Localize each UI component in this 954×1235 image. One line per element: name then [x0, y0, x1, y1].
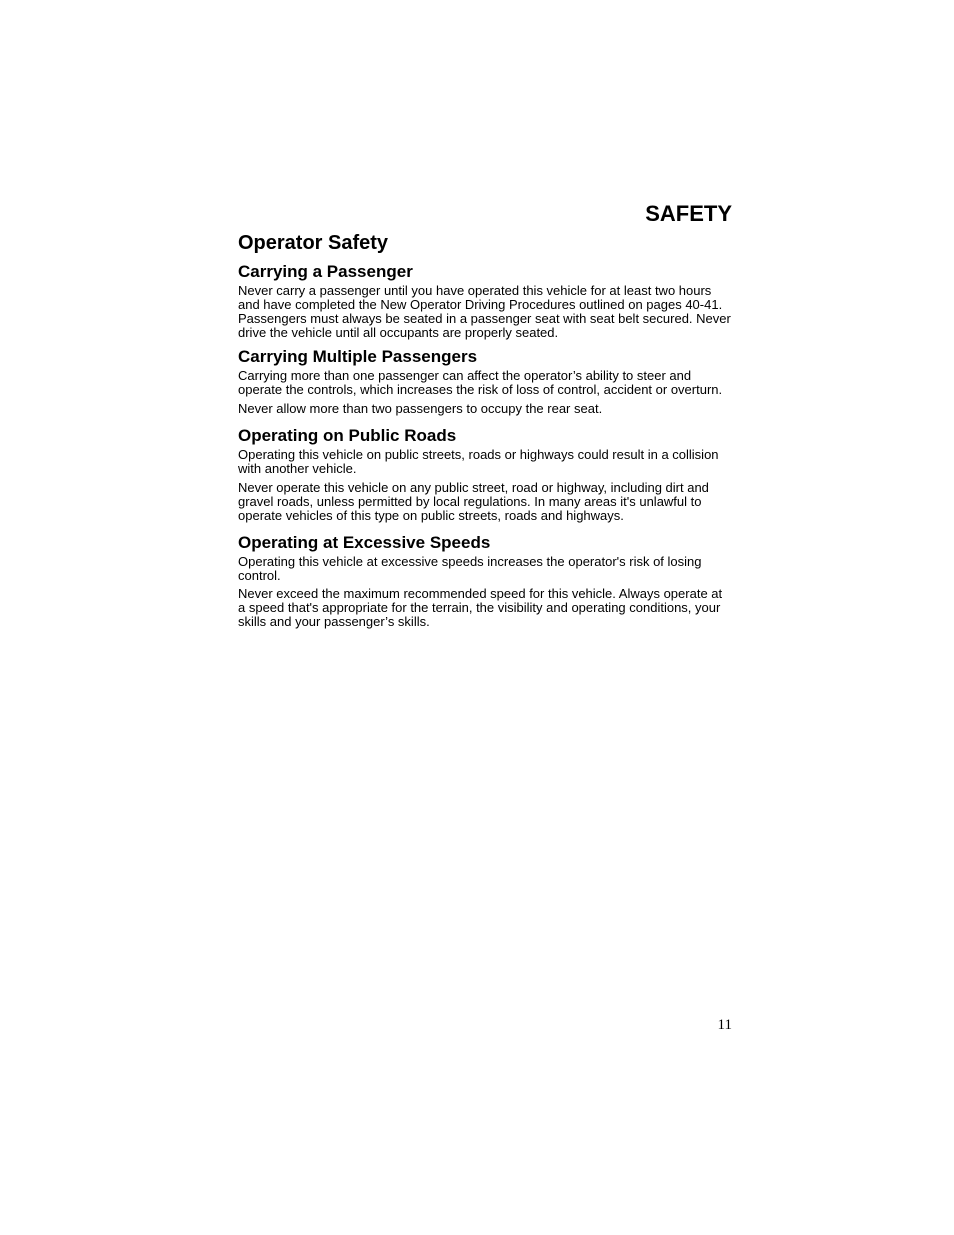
section-paragraph: Operating this vehicle on public streets, roads or highways could result in a collision with another vehicle.	[238, 447, 719, 476]
page-number: 11	[717, 1017, 732, 1033]
section-public-roads	[238, 425, 732, 523]
section-paragraph: Never exceed the maximum recommended speed for this vehicle. Always operate at a speed that's appropriate for the terrain, the visibility and operating conditions, your skills and your passenger’s skills.	[238, 586, 723, 629]
section-multiple-passengers	[238, 346, 732, 416]
page-content	[238, 200, 732, 629]
section-paragraph: Never operate this vehicle on any public street, road or highway, including dirt and gravel roads, unless permitted by local regulations. In many areas it's unlawful to operate vehicles of this type on public streets, roads and highways.	[238, 480, 709, 523]
page-heading: Operator Safety	[238, 232, 389, 254]
section-carrying-passenger	[238, 261, 732, 340]
section-heading: Carrying a Passenger	[238, 262, 413, 281]
section-heading: Operating on Public Roads	[238, 426, 457, 445]
section-paragraph: Operating this vehicle at excessive speeds increases the operator's risk of losing control.	[238, 554, 702, 583]
section-excessive-speeds	[238, 532, 732, 629]
section-paragraph: Carrying more than one passenger can affect the operator’s ability to steer and operate the controls, which increases the risk of loss of control, accident or overturn.	[238, 368, 723, 397]
section-paragraph: Never allow more than two passengers to occupy the rear seat.	[238, 401, 603, 416]
section-paragraph: Never carry a passenger until you have operated this vehicle for at least two hours and have completed the New Operator Driving Procedures outlined on pages 40-41. Passengers must always be seated in a passenger seat with seat belt secured. Never drive the vehicle until all occupants are properly seated.	[238, 283, 731, 340]
section-heading: Operating at Excessive Speeds	[238, 533, 491, 552]
section-heading: Carrying Multiple Passengers	[238, 347, 478, 366]
chapter-title: SAFETY	[645, 201, 732, 226]
